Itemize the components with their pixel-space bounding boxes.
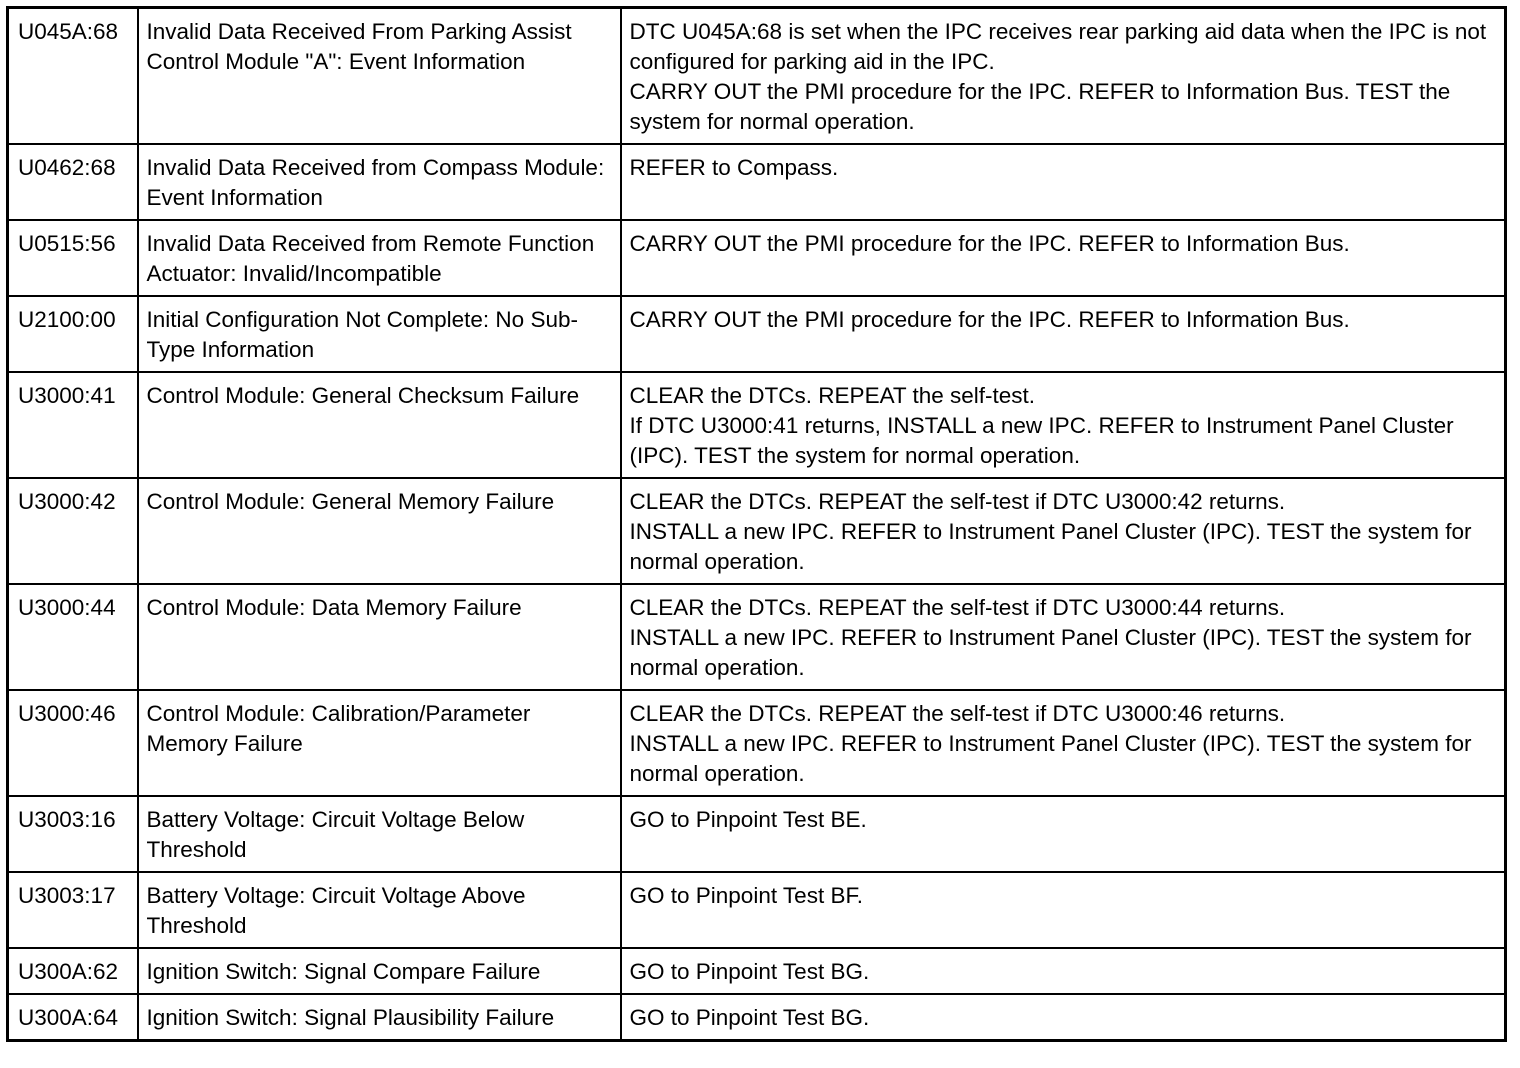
dtc-code: U0462:68 xyxy=(8,144,138,220)
action-line: CLEAR the DTCs. REPEAT the self-test. xyxy=(629,383,1036,408)
action-line: INSTALL a new IPC. REFER to Instrument Panel Cluster (IPC). TEST the system for normal operation. xyxy=(629,731,1472,786)
table-row xyxy=(8,994,1506,1041)
table-row xyxy=(8,144,1506,220)
dtc-code: U3003:17 xyxy=(8,872,138,948)
action-line: GO to Pinpoint Test BG. xyxy=(629,1005,870,1030)
dtc-description: Control Module: General Memory Failure xyxy=(138,478,621,584)
action-line: CARRY OUT the PMI procedure for the IPC. REFER to Information Bus. xyxy=(629,231,1350,256)
dtc-action xyxy=(621,8,1506,145)
dtc-description: Ignition Switch: Signal Compare Failure xyxy=(138,948,621,994)
dtc-action xyxy=(621,584,1506,690)
dtc-action xyxy=(621,478,1506,584)
dtc-code: U3000:46 xyxy=(8,690,138,796)
dtc-code: U0515:56 xyxy=(8,220,138,296)
dtc-table xyxy=(6,6,1507,1042)
dtc-description: Ignition Switch: Signal Plausibility Failure xyxy=(138,994,621,1041)
dtc-description: Initial Configuration Not Complete: No Sub-Type Information xyxy=(138,296,621,372)
table-row xyxy=(8,372,1506,478)
dtc-code: U300A:62 xyxy=(8,948,138,994)
action-line: CLEAR the DTCs. REPEAT the self-test if DTC U3000:46 returns. xyxy=(629,701,1286,726)
action-line: REFER to Compass. xyxy=(629,155,839,180)
dtc-code: U3000:42 xyxy=(8,478,138,584)
action-line: CARRY OUT the PMI procedure for the IPC. REFER to Information Bus. TEST the system for normal operation. xyxy=(629,79,1451,134)
table-row xyxy=(8,478,1506,584)
table-row xyxy=(8,8,1506,145)
action-line: CLEAR the DTCs. REPEAT the self-test if DTC U3000:42 returns. xyxy=(629,489,1286,514)
dtc-code: U3003:16 xyxy=(8,796,138,872)
table-row xyxy=(8,220,1506,296)
table-row xyxy=(8,796,1506,872)
table-row xyxy=(8,584,1506,690)
dtc-action xyxy=(621,796,1506,872)
dtc-description: Invalid Data Received from Compass Module: Event Information xyxy=(138,144,621,220)
action-line: GO to Pinpoint Test BG. xyxy=(629,959,870,984)
dtc-action xyxy=(621,296,1506,372)
dtc-action xyxy=(621,872,1506,948)
dtc-description: Control Module: Calibration/Parameter Memory Failure xyxy=(138,690,621,796)
table-row xyxy=(8,872,1506,948)
dtc-code: U3000:44 xyxy=(8,584,138,690)
dtc-code: U3000:41 xyxy=(8,372,138,478)
dtc-action xyxy=(621,948,1506,994)
action-line: CARRY OUT the PMI procedure for the IPC. REFER to Information Bus. xyxy=(629,307,1350,332)
table-row xyxy=(8,296,1506,372)
action-line: CLEAR the DTCs. REPEAT the self-test if DTC U3000:44 returns. xyxy=(629,595,1286,620)
action-line: DTC U045A:68 is set when the IPC receives rear parking aid data when the IPC is not configured for parking aid in the IPC. xyxy=(629,19,1487,74)
dtc-action xyxy=(621,220,1506,296)
dtc-description: Control Module: General Checksum Failure xyxy=(138,372,621,478)
action-line: If DTC U3000:41 returns, INSTALL a new IPC. REFER to Instrument Panel Cluster (IPC). TEST the system for normal operation. xyxy=(629,413,1454,468)
action-line: GO to Pinpoint Test BE. xyxy=(629,807,867,832)
action-line: INSTALL a new IPC. REFER to Instrument Panel Cluster (IPC). TEST the system for normal operation. xyxy=(629,625,1472,680)
table-row xyxy=(8,948,1506,994)
table-row xyxy=(8,690,1506,796)
dtc-code: U300A:64 xyxy=(8,994,138,1041)
dtc-description: Battery Voltage: Circuit Voltage Above Threshold xyxy=(138,872,621,948)
dtc-description: Invalid Data Received from Remote Function Actuator: Invalid/Incompatible xyxy=(138,220,621,296)
dtc-action xyxy=(621,372,1506,478)
action-line: INSTALL a new IPC. REFER to Instrument Panel Cluster (IPC). TEST the system for normal operation. xyxy=(629,519,1472,574)
action-line: GO to Pinpoint Test BF. xyxy=(629,883,863,908)
dtc-code: U045A:68 xyxy=(8,8,138,145)
dtc-action xyxy=(621,690,1506,796)
dtc-action xyxy=(621,144,1506,220)
dtc-description: Control Module: Data Memory Failure xyxy=(138,584,621,690)
dtc-description: Invalid Data Received From Parking Assist Control Module "A": Event Information xyxy=(138,8,621,145)
dtc-description: Battery Voltage: Circuit Voltage Below Threshold xyxy=(138,796,621,872)
dtc-action xyxy=(621,994,1506,1041)
dtc-code: U2100:00 xyxy=(8,296,138,372)
